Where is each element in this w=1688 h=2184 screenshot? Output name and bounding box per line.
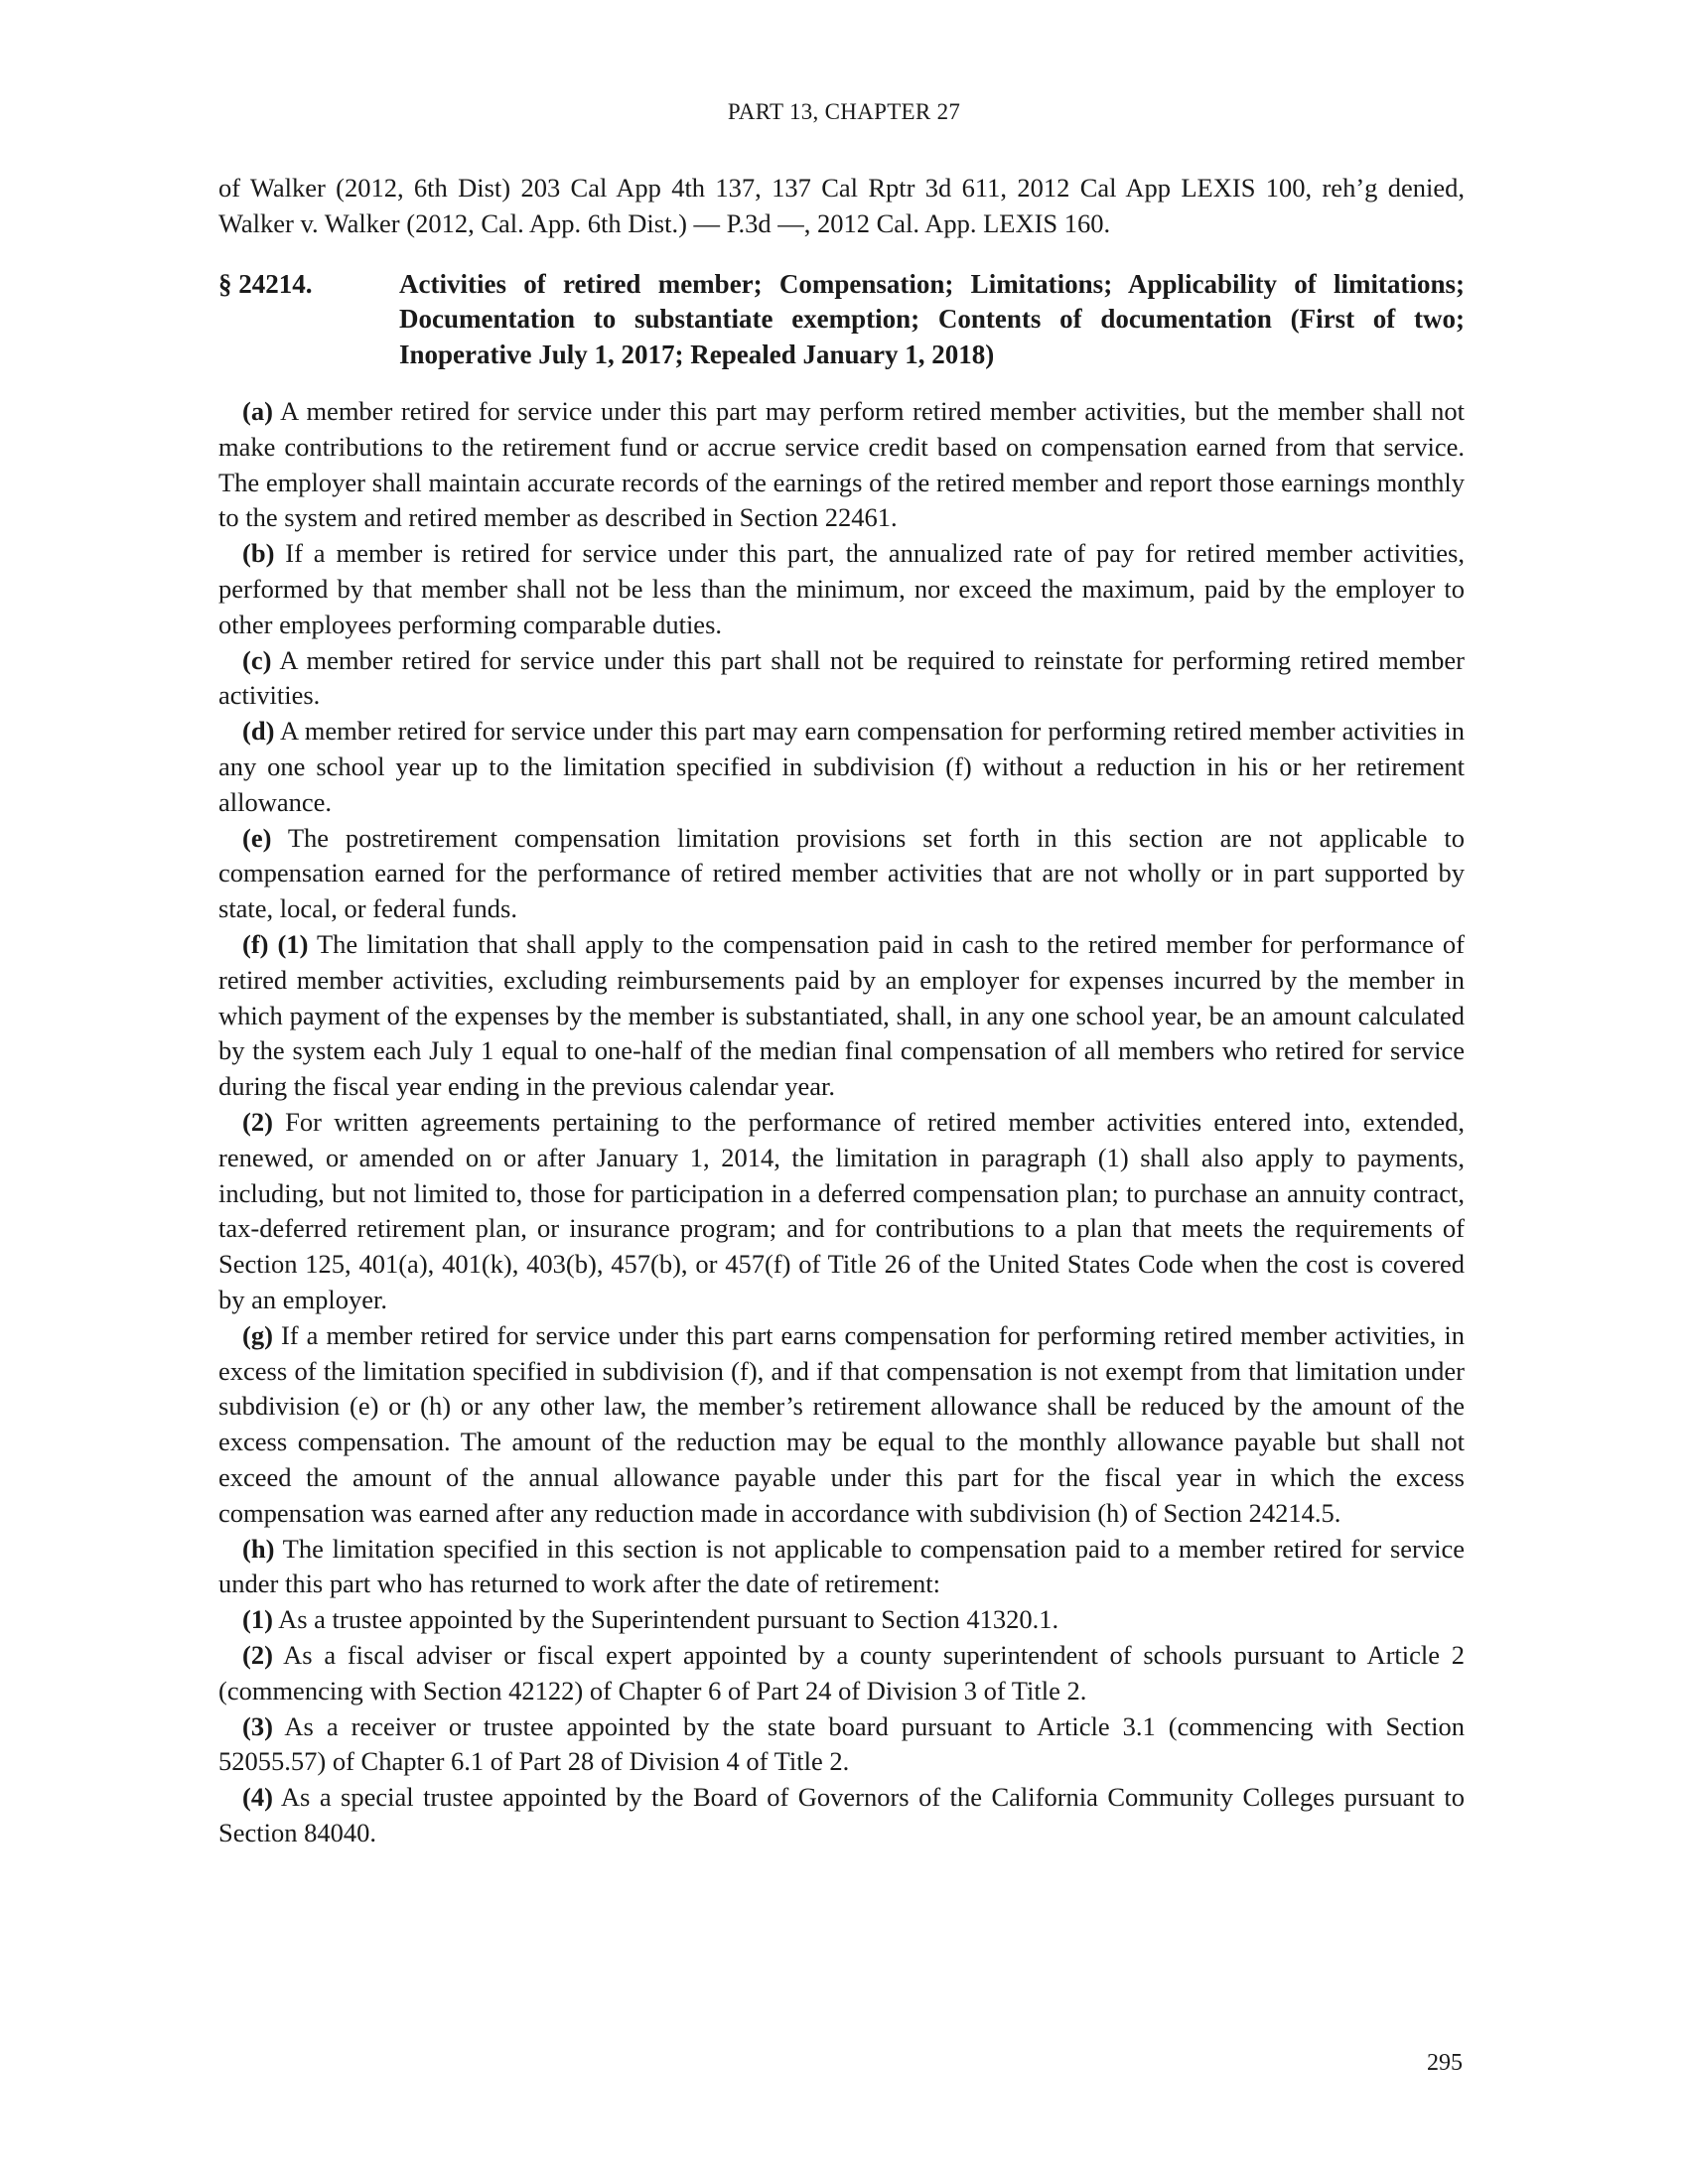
paragraph-label: (1) [242,1604,273,1635]
paragraph-label: (2) [242,1639,273,1670]
subdivision-f-1 [218,927,1465,1105]
subdivision-f-2 [218,1105,1465,1318]
paragraph-label: (h) [242,1533,275,1564]
continuation-text: of Walker (2012, 6th Dist) 203 Cal App 4th 137, 137 Cal Rptr 3d 611, 2012 Cal App LEXIS 100, reh’g denied, Walker v. Walker (2012, Cal. App. 6th Dist.) — P.3d —, 2012 Cal. App. LEXIS 160. [218,173,1465,238]
paragraph-label: (3) [242,1710,273,1741]
paragraph-text: The postretirement compensation limitation provisions set forth in this section are not applicable to compensation earned for the performance of retired member activities that are not wholly or in part supported by state, local, or federal funds. [218,822,1465,924]
subdivision-c [218,643,1465,715]
paragraph-text: A member retired for service under this part may earn compensation for performing retired member activities in any one school year up to the limitation specified in subdivision (f) without a reduction in his or her retirement allowance. [218,716,1465,817]
subdivision-h-4 [218,1780,1465,1851]
subdivision-b [218,536,1465,642]
section-title: Activities of retired member; Compensation; Limitations; Applicability of limitations; Documentation to substantiate exemption; Contents of documentation (First of two; Inoperative July 1, 2017; Repealed January 1, 2018) [399,268,1465,369]
page-number: 295 [1427,2050,1463,2076]
paragraph-label: (c) [242,644,272,675]
paragraph-text: As a trustee appointed by the Superintendent pursuant to Section 41320.1. [272,1604,1059,1635]
paragraph-label: (f) (1) [242,929,309,960]
paragraph-label: (a) [242,396,273,427]
paragraph-text: A member retired for service under this part may perform retired member activities, but the member shall not make contributions to the retirement fund or accrue service credit based on compensation earned from that service. The employer shall maintain accurate records of the earnings of the retired member and report those earnings monthly to the system and retired member as described in Section 22461. [218,396,1465,533]
subdivision-h-2 [218,1638,1465,1709]
subdivision-g [218,1318,1465,1532]
paragraph-label: (d) [242,716,275,747]
paragraph-text: As a receiver or trustee appointed by the state board pursuant to Article 3.1 (commencing with Section 52055.57) of Chapter 6.1 of Part 28 of Division 4 of Title 2. [218,1710,1465,1777]
paragraph-text: As a special trustee appointed by the Board of Governors of the California Community Colleges pursuant to Section 84040. [218,1782,1465,1847]
section-paragraphs [218,394,1465,1851]
paragraph-label: (e) [242,822,272,853]
section-number: § 24214. [218,268,313,299]
paragraph-text: As a fiscal adviser or fiscal expert appointed by a county superintendent of schools pursuant to Article 2 (commencing with Section 42122) of Chapter 6 of Part 24 of Division 3 of Title 2. [218,1639,1465,1706]
paragraph-text: If a member retired for service under this part earns compensation for performing retired member activities, in excess of the limitation specified in subdivision (f), and if that compensation is not exempt from that limitation under subdivision (e) or (h) or any other law, the member’s retirement allowance shall be reduced by the amount of the excess compensation. The amount of the reduction may be equal to the monthly allowance payable but shall not exceed the amount of the annual allowance payable under this part for the fiscal year in which the excess compensation was earned after any reduction made in accordance with subdivision (h) of Section 24214.5. [218,1319,1465,1528]
subdivision-h [218,1532,1465,1603]
paragraph-text: For written agreements pertaining to the performance of retired member activities entered into, extended, renewed, or amended on or after January 1, 2014, the limitation in paragraph (1) shall also apply to payments, including, but not limited to, those for participation in a deferred compensation plan; to purchase an annuity contract, tax-deferred retirement plan, or insurance program; and for contributions to a plan that meets the requirements of Section 125, 401(a), 401(k), 403(b), 457(b), or 457(f) of Title 26 of the United States Code when the cost is covered by an employer. [218,1107,1465,1315]
subdivision-a [218,394,1465,536]
paragraph-text: The limitation specified in this section is not applicable to compensation paid to a member retired for service under this part who has returned to work after the date of retirement: [218,1533,1465,1599]
section-heading [218,267,1465,373]
subdivision-d [218,714,1465,820]
page-body [218,171,1465,1851]
paragraph-label: (b) [242,538,275,569]
paragraph-label: (4) [242,1782,273,1813]
paragraph-text: If a member is retired for service under this part, the annualized rate of pay for retired member activities, performed by that member shall not be less than the minimum, nor exceed the maximum, paid by the employer to other employees performing comparable duties. [218,538,1465,639]
subdivision-h-1 [218,1602,1465,1638]
paragraph-text: The limitation that shall apply to the compensation paid in cash to the retired member for performance of retired member activities, excluding reimbursements paid by an employer for expenses incurred by the member in which payment of the expenses by the member is substantiated, shall, in any one school year, be an amount calculated by the system each July 1 equal to one-half of the median final compensation of all members who retired for service during the fiscal year ending in the previous calendar year. [218,929,1465,1102]
paragraph-text: A member retired for service under this part shall not be required to reinstate for performing retired member activities. [218,644,1465,711]
paragraph-label: (2) [242,1107,273,1138]
paragraph-label: (g) [242,1319,273,1350]
running-head: PART 13, CHAPTER 27 [727,99,961,124]
subdivision-e [218,821,1465,927]
subdivision-h-3 [218,1709,1465,1781]
